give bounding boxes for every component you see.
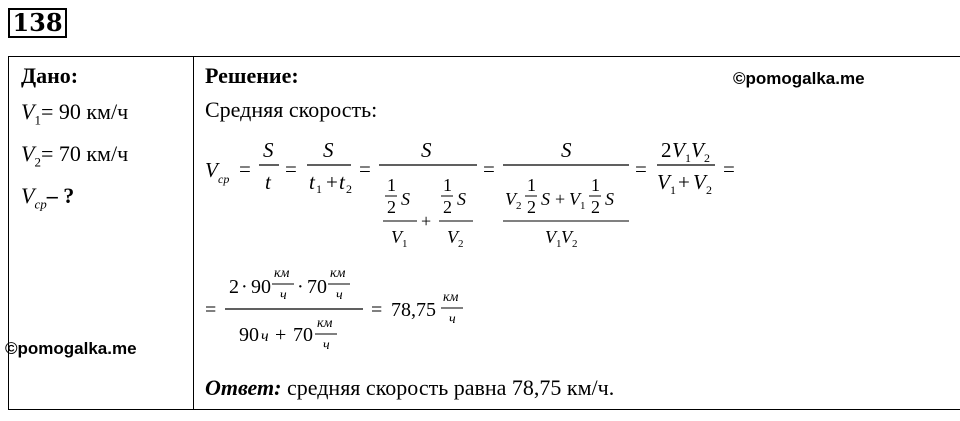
svg-text:=: = [483,157,495,181]
svg-text:S: S [541,189,550,209]
svg-text:1: 1 [685,151,691,165]
calc-den-speed2: 70 [293,324,313,346]
unit-num-1: км [274,266,290,281]
given-vavg: $V_{ср}-$ ? [21,183,75,212]
svg-text:V: V [691,138,704,162]
problem-number: 138 [8,8,67,38]
calc-result: 78,75 [391,299,436,321]
svg-text:2: 2 [527,197,536,217]
svg-text:t: t [339,170,345,194]
svg-text:+: + [421,211,432,231]
svg-text:S: S [323,138,334,162]
svg-text:1: 1 [591,175,600,195]
unit-num-2: км [330,266,346,281]
given-v2: $V_2= 70$ км/ч [21,141,129,170]
svg-text:V: V [545,227,556,247]
column-divider [193,57,194,409]
solution-heading: Решение: [205,63,299,88]
svg-text:S: S [561,138,572,162]
svg-text:1: 1 [443,175,452,195]
svg-text:2: 2 [661,138,672,162]
svg-text:S: S [457,189,466,209]
svg-text:=: = [239,157,251,181]
answer-text: средняя скорость равна 78,75 км/ч. [286,375,615,400]
watermark-top: ©pomogalka.me [733,69,865,88]
svg-text:1: 1 [316,182,322,196]
unit-den-5: ч [449,312,456,327]
calc-speed2: 70 [307,276,327,298]
unit-den-2: ч [336,288,343,303]
svg-text:V: V [657,170,670,194]
svg-text:V: V [505,189,516,209]
answer-line [205,375,614,401]
svg-text:2: 2 [591,197,600,217]
svg-text:V: V [672,138,685,162]
svg-text:S: S [421,138,432,162]
svg-text:S: S [263,138,274,162]
svg-text:1: 1 [387,175,396,195]
svg-text:1: 1 [556,238,562,250]
svg-text:2: 2 [704,151,710,165]
unit-den-1: ч [280,288,287,303]
svg-text:=: = [359,157,371,181]
svg-text:=: = [205,299,217,321]
calc-den-speed1: 90 [239,324,259,346]
svg-text:=: = [371,299,383,321]
svg-text:·: · [297,276,304,298]
svg-text:=: = [723,157,735,181]
svg-text:t: t [309,170,315,194]
unit-den-3: ч [261,328,269,345]
calc-factor: 2 [229,276,239,298]
svg-text:S: S [605,189,614,209]
formula-substitution [199,257,499,371]
svg-text:+: + [326,170,338,194]
svg-text:V: V [205,158,218,182]
svg-text:2: 2 [458,238,464,250]
svg-text:+: + [555,189,566,209]
solution-intro: Средняя скорость: [205,97,378,122]
formula-derivation [199,127,759,257]
svg-text:=: = [635,157,647,181]
svg-text:+: + [678,170,690,194]
svg-text:V: V [561,227,572,247]
unit-num-3: км [317,316,333,331]
svg-text:V: V [447,227,458,247]
watermark-bottom: ©pomogalka.me [5,339,137,358]
svg-text:S: S [401,189,410,209]
svg-text:1: 1 [580,200,586,212]
solution-table [5,56,960,410]
answer-label: Ответ: [205,375,282,400]
given-heading: Дано: [21,63,79,88]
svg-text:=: = [285,157,297,181]
svg-text:1: 1 [527,175,536,195]
svg-text:2: 2 [387,197,396,217]
unit-den-4: ч [323,338,330,353]
svg-text:V: V [569,189,580,209]
svg-text:2: 2 [572,238,578,250]
svg-text:t: t [265,170,271,194]
svg-text:2: 2 [443,197,452,217]
unit-num-4: км [443,290,459,305]
svg-text:V: V [391,227,402,247]
svg-text:·: · [241,276,248,298]
svg-text:V: V [693,170,706,194]
svg-text:2: 2 [346,182,352,196]
svg-text:2: 2 [516,200,522,212]
svg-text:1: 1 [670,183,676,197]
given-v1: $V_1= 90$ км/ч [21,99,129,128]
svg-text:ср: ср [218,172,230,186]
calc-speed1: 90 [251,276,271,298]
svg-text:2: 2 [706,183,712,197]
svg-text:1: 1 [402,238,408,250]
svg-text:+: + [275,324,287,346]
